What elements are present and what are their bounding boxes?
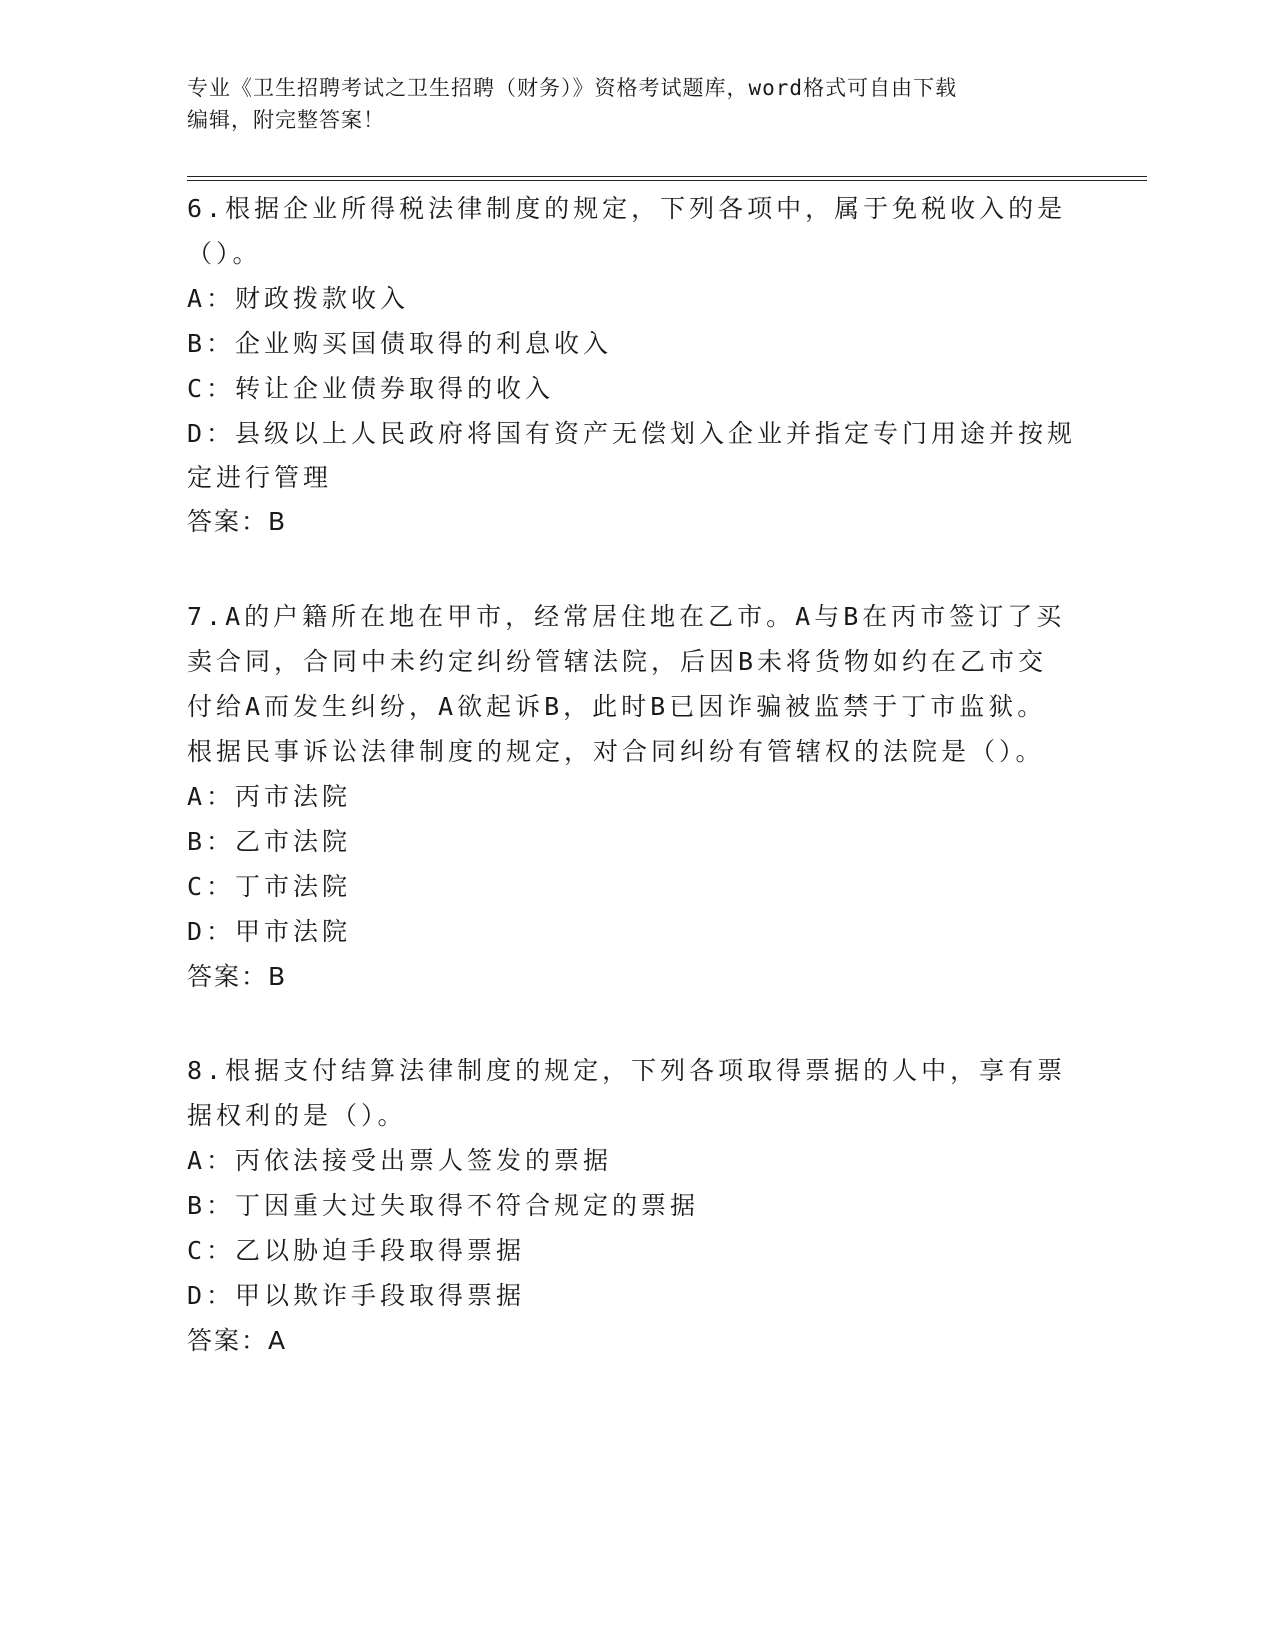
question-stem-line: 付给A而发生纠纷，A欲起诉B，此时B已因诈骗被监禁于丁市监狱。 xyxy=(187,692,1047,721)
option-d: D：县级以上人民政府将国有资产无偿划入企业并指定专门用途并按规 xyxy=(187,419,1077,448)
option-d: D：甲以欺诈手段取得票据 xyxy=(187,1281,526,1310)
option-a: A：财政拨款收入 xyxy=(187,284,410,313)
option-b: B：企业购买国债取得的利息收入 xyxy=(187,329,613,358)
question-stem-line: （）。 xyxy=(187,239,262,268)
option-d-continuation: 定进行管理 xyxy=(187,463,333,492)
header-divider xyxy=(187,176,1147,181)
option-d: D：甲市法院 xyxy=(187,917,352,946)
option-a: A：丙依法接受出票人签发的票据 xyxy=(187,1146,613,1175)
option-c: C：转让企业债券取得的收入 xyxy=(187,374,555,403)
header-line-2: 编辑，附完整答案！ xyxy=(187,108,385,132)
question-stem-line: 根据民事诉讼法律制度的规定，对合同纠纷有管辖权的法院是（）。 xyxy=(187,737,1045,766)
question-stem-line: 6.根据企业所得税法律制度的规定，下列各项中，属于免税收入的是 xyxy=(187,194,1067,223)
question-7 xyxy=(187,594,1067,999)
question-stem-line: 据权利的是（）。 xyxy=(187,1101,407,1130)
answer-label: 答案：B xyxy=(187,962,288,991)
question-stem-line: 卖合同，合同中未约定纠纷管辖法院，后因B未将货物如约在乙市交 xyxy=(187,647,1048,676)
answer-label: 答案：A xyxy=(187,1326,288,1355)
option-a: A：丙市法院 xyxy=(187,782,352,811)
option-c: C：乙以胁迫手段取得票据 xyxy=(187,1236,526,1265)
option-b: B：丁因重大过失取得不符合规定的票据 xyxy=(187,1191,700,1220)
option-b: B：乙市法院 xyxy=(187,827,352,856)
question-stem-line: 7.A的户籍所在地在甲市，经常居住地在乙市。A与B在丙市签订了买 xyxy=(187,602,1066,631)
question-8 xyxy=(187,1048,1067,1363)
header-line-1: 专业《卫生招聘考试之卫生招聘（财务）》资格考试题库，word格式可自由下载 xyxy=(187,76,958,100)
question-stem-line: 8.根据支付结算法律制度的规定，下列各项取得票据的人中，享有票 xyxy=(187,1056,1067,1085)
document-header xyxy=(187,72,1067,136)
option-c: C：丁市法院 xyxy=(187,872,352,901)
answer-label: 答案：B xyxy=(187,507,288,536)
question-6 xyxy=(187,186,1077,544)
